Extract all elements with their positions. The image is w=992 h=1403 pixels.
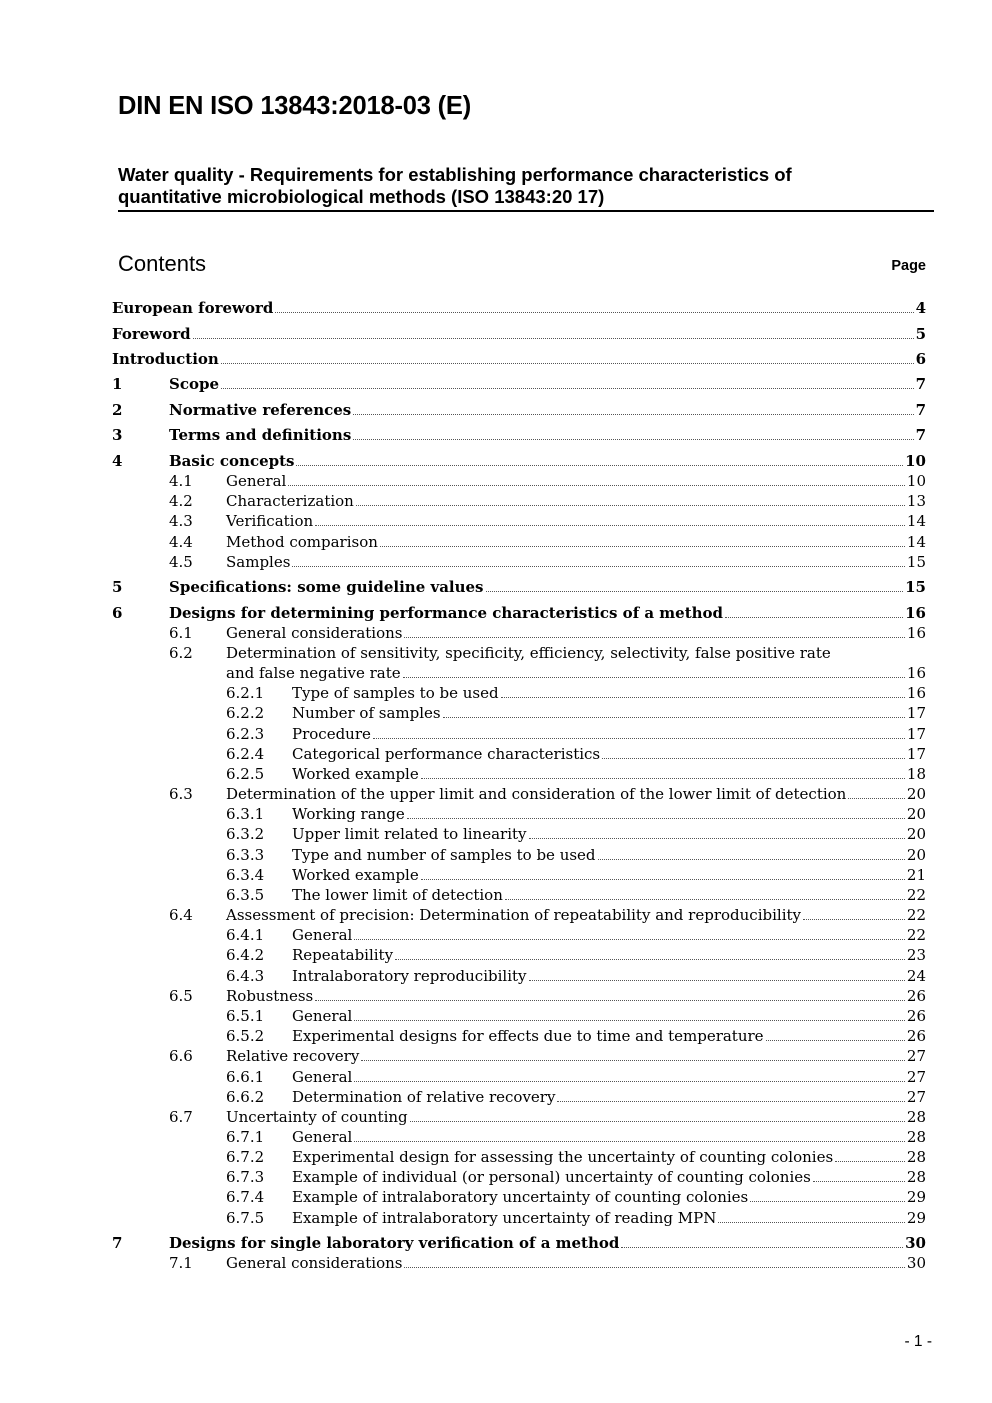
toc-entry-label: Working range bbox=[292, 805, 405, 823]
toc-entry-page: 7 bbox=[915, 426, 926, 444]
toc-leader-dots bbox=[529, 980, 905, 981]
toc-entry[interactable] bbox=[112, 1233, 926, 1253]
toc-entry-page: 27 bbox=[906, 1088, 926, 1106]
toc-entry-page: 14 bbox=[906, 533, 926, 551]
toc-leader-dots bbox=[813, 1181, 905, 1182]
toc-leader-dots bbox=[598, 859, 905, 860]
toc-entry-number: 4.1 bbox=[169, 472, 193, 490]
document-title bbox=[118, 164, 938, 208]
toc-entry[interactable] bbox=[112, 1107, 926, 1127]
toc-entry[interactable] bbox=[112, 885, 926, 905]
toc-entry-page: 16 bbox=[906, 664, 926, 682]
toc-entry-number: 6.7.5 bbox=[226, 1209, 265, 1227]
document-title-line-1: Water quality - Requirements for establishing performance characteristics of bbox=[118, 164, 792, 185]
toc-entry-label: Determination of relative recovery bbox=[292, 1088, 556, 1106]
toc-entry-number: 4.3 bbox=[169, 512, 193, 530]
toc-entry[interactable] bbox=[112, 1046, 926, 1066]
toc-entry-number: 6.4 bbox=[169, 906, 193, 924]
toc-leader-dots bbox=[275, 312, 913, 313]
toc-entry-label: Introduction bbox=[112, 350, 219, 368]
toc-entry[interactable] bbox=[112, 1026, 926, 1046]
toc-entry-number: 6.3.5 bbox=[226, 886, 265, 904]
toc-entry-label: Example of individual (or personal) uncertainty of counting colonies bbox=[292, 1168, 811, 1186]
toc-leader-dots bbox=[501, 697, 905, 698]
toc-leader-dots bbox=[557, 1101, 904, 1102]
toc-entry-label: Intralaboratory reproducibility bbox=[292, 967, 527, 985]
toc-entry-label: General bbox=[292, 926, 353, 944]
toc-entry-page: 22 bbox=[906, 886, 926, 904]
toc-entry-page: 28 bbox=[906, 1108, 926, 1126]
toc-leader-dots bbox=[292, 566, 904, 567]
toc-entry-page: 23 bbox=[906, 946, 926, 964]
toc-entry-label: Characterization bbox=[226, 492, 354, 510]
toc-entry-number: 6.6 bbox=[169, 1047, 193, 1065]
toc-entry-label: Example of intralaboratory uncertainty of counting colonies bbox=[292, 1188, 749, 1206]
toc-entry-page: 28 bbox=[906, 1168, 926, 1186]
toc-entry[interactable] bbox=[112, 865, 926, 885]
toc-entry-label: Basic concepts bbox=[169, 452, 295, 470]
toc-entry[interactable] bbox=[112, 845, 926, 865]
toc-entry-label: The lower limit of detection bbox=[292, 886, 503, 904]
toc-entry[interactable] bbox=[112, 603, 926, 623]
toc-leader-dots bbox=[750, 1201, 905, 1202]
toc-entry-page: 15 bbox=[906, 553, 926, 571]
toc-leader-dots bbox=[221, 363, 914, 364]
toc-entry[interactable] bbox=[112, 349, 926, 369]
toc-entry[interactable] bbox=[112, 1253, 926, 1273]
toc-leader-dots bbox=[315, 1000, 905, 1001]
toc-entry-page: 26 bbox=[906, 987, 926, 1005]
toc-entry-number: 7 bbox=[112, 1234, 123, 1252]
toc-entry[interactable] bbox=[112, 945, 926, 965]
toc-entry-page: 20 bbox=[906, 805, 926, 823]
toc-entry-label: Specifications: some guideline values bbox=[169, 578, 484, 596]
toc-leader-dots bbox=[373, 738, 905, 739]
toc-entry[interactable] bbox=[112, 764, 926, 784]
toc-entry-page: 6 bbox=[915, 350, 926, 368]
toc-entry-number: 6.7.3 bbox=[226, 1168, 265, 1186]
toc-entry-page: 22 bbox=[906, 926, 926, 944]
title-rule bbox=[118, 210, 934, 212]
toc-entry-label: Procedure bbox=[292, 725, 371, 743]
toc-entry-number: 6 bbox=[112, 604, 123, 622]
toc-leader-dots bbox=[193, 338, 914, 339]
toc-entry[interactable] bbox=[112, 491, 926, 511]
toc-entry-label: General considerations bbox=[226, 1254, 403, 1272]
toc-entry-page: 16 bbox=[906, 624, 926, 642]
toc-entry-number: 6.1 bbox=[169, 624, 193, 642]
toc-entry[interactable] bbox=[112, 925, 926, 945]
toc-entry[interactable] bbox=[112, 451, 926, 471]
toc-leader-dots bbox=[421, 778, 905, 779]
toc-entry-number: 6.3.3 bbox=[226, 846, 265, 864]
toc-entry[interactable] bbox=[112, 577, 926, 597]
toc-entry-label: Assessment of precision: Determination of repeatability and reproducibility bbox=[226, 906, 801, 924]
toc-entry-number: 6.7.1 bbox=[226, 1128, 265, 1146]
toc-leader-dots bbox=[354, 1081, 905, 1082]
toc-leader-dots bbox=[407, 818, 905, 819]
toc-entry-page: 27 bbox=[906, 1047, 926, 1065]
toc-entry-label: General bbox=[292, 1068, 353, 1086]
toc-entry-page: 28 bbox=[906, 1128, 926, 1146]
toc-entry-page: 5 bbox=[915, 325, 926, 343]
toc-leader-dots bbox=[766, 1040, 905, 1041]
toc-entry-page: 20 bbox=[906, 785, 926, 803]
toc-entry-page: 7 bbox=[915, 375, 926, 393]
toc-entry[interactable] bbox=[112, 400, 926, 420]
toc-entry-label: Worked example bbox=[292, 765, 419, 783]
toc-leader-dots bbox=[725, 617, 903, 618]
toc-entry-number: 6.2.4 bbox=[226, 745, 265, 763]
toc-entry-label: Designs for determining performance characteristics of a method bbox=[169, 604, 724, 622]
toc-leader-dots bbox=[848, 798, 905, 799]
toc-entry-label: General bbox=[226, 472, 287, 490]
toc-entry-label: Upper limit related to linearity bbox=[292, 825, 527, 843]
toc-entry-number: 7.1 bbox=[169, 1254, 193, 1272]
toc-leader-dots bbox=[296, 465, 903, 466]
toc-entry[interactable] bbox=[112, 986, 926, 1006]
toc-entry-page: 7 bbox=[915, 401, 926, 419]
toc-entry-number: 6.5.2 bbox=[226, 1027, 265, 1045]
toc-entry-page: 26 bbox=[906, 1027, 926, 1045]
toc-entry-number: 6.2.5 bbox=[226, 765, 265, 783]
toc-entry-page: 10 bbox=[905, 452, 926, 470]
toc-entry[interactable] bbox=[112, 1067, 926, 1087]
toc-entry-page: 13 bbox=[906, 492, 926, 510]
toc-entry[interactable] bbox=[112, 905, 926, 925]
toc-entry-label: Relative recovery bbox=[226, 1047, 360, 1065]
toc-entry-number: 4.5 bbox=[169, 553, 193, 571]
toc-entry-number: 6.3.1 bbox=[226, 805, 265, 823]
toc-entry-page: 29 bbox=[906, 1209, 926, 1227]
toc-entry-page: 30 bbox=[905, 1234, 926, 1252]
toc-entry-number: 4.4 bbox=[169, 533, 193, 551]
toc-entry-number: 6.3.4 bbox=[226, 866, 265, 884]
toc-entry-label: Type and number of samples to be used bbox=[292, 846, 596, 864]
toc-entry-number: 6.6.2 bbox=[226, 1088, 265, 1106]
toc-entry-page: 29 bbox=[906, 1188, 926, 1206]
toc-entry-label: Method comparison bbox=[226, 533, 378, 551]
toc-entry[interactable] bbox=[112, 966, 926, 986]
toc-entry-number: 6.4.3 bbox=[226, 967, 265, 985]
toc-entry-label: Samples bbox=[226, 553, 291, 571]
toc-entry[interactable] bbox=[112, 552, 926, 572]
toc-entry-number: 2 bbox=[112, 401, 123, 419]
toc-entry[interactable] bbox=[112, 532, 926, 552]
toc-leader-dots bbox=[356, 505, 905, 506]
toc-entry-label: European foreword bbox=[112, 299, 274, 317]
page-column-heading: Page bbox=[891, 258, 926, 274]
toc-entry-page: 16 bbox=[906, 684, 926, 702]
toc-entry[interactable] bbox=[112, 511, 926, 531]
toc-entry[interactable] bbox=[112, 471, 926, 491]
toc-leader-dots bbox=[404, 637, 904, 638]
toc-leader-dots bbox=[602, 758, 905, 759]
toc-leader-dots bbox=[835, 1161, 905, 1162]
toc-leader-dots bbox=[354, 1020, 905, 1021]
toc-entry[interactable] bbox=[112, 1147, 926, 1167]
toc-entry[interactable] bbox=[112, 804, 926, 824]
toc-leader-dots bbox=[354, 1141, 905, 1142]
toc-entry-label: Scope bbox=[169, 375, 220, 393]
toc-entry-label: Type of samples to be used bbox=[292, 684, 499, 702]
toc-entry-page: 16 bbox=[905, 604, 926, 622]
toc-entry-number: 6.5.1 bbox=[226, 1007, 265, 1025]
toc-entry-label: Number of samples bbox=[292, 704, 441, 722]
toc-leader-dots bbox=[718, 1222, 905, 1223]
toc-entry[interactable] bbox=[112, 643, 926, 683]
contents-heading: Contents bbox=[118, 251, 207, 276]
toc-entry[interactable] bbox=[112, 623, 926, 643]
toc-entry-number: 6.2.2 bbox=[226, 704, 265, 722]
toc-entry-number: 6.3 bbox=[169, 785, 193, 803]
toc-entry-number: 6.2.1 bbox=[226, 684, 265, 702]
toc-entry[interactable] bbox=[112, 1208, 926, 1228]
toc-entry-label: Determination of sensitivity, specificity, efficiency, selectivity, false positive rate bbox=[226, 644, 831, 662]
toc-leader-dots bbox=[380, 546, 905, 547]
toc-leader-dots bbox=[315, 525, 905, 526]
toc-leader-dots bbox=[404, 1267, 904, 1268]
toc-entry-label: Example of intralaboratory uncertainty of reading MPN bbox=[292, 1209, 717, 1227]
toc-leader-dots bbox=[621, 1247, 903, 1248]
toc-entry-number: 6.4.2 bbox=[226, 946, 265, 964]
toc-entry-label: Determination of the upper limit and consideration of the lower limit of detection bbox=[226, 785, 847, 803]
toc-entry-page: 24 bbox=[906, 967, 926, 985]
toc-entry-number: 4.2 bbox=[169, 492, 193, 510]
toc-leader-dots bbox=[421, 879, 905, 880]
document-id: DIN EN ISO 13843:2018-03 (E) bbox=[118, 92, 471, 120]
toc-entry-label: General bbox=[292, 1007, 353, 1025]
document-title-line-2: quantitative microbiological methods (ISO 13843:20 17) bbox=[118, 186, 605, 207]
toc-entry[interactable] bbox=[112, 683, 926, 703]
toc-entry[interactable] bbox=[112, 784, 926, 804]
toc-entry-label: Terms and definitions bbox=[169, 426, 352, 444]
toc-entry-label: Normative references bbox=[169, 401, 352, 419]
toc-entry-label: Worked example bbox=[292, 866, 419, 884]
toc-entry-number: 6.7.2 bbox=[226, 1148, 265, 1166]
toc-entry[interactable] bbox=[112, 298, 926, 318]
toc-leader-dots bbox=[505, 899, 905, 900]
toc-entry-label: Foreword bbox=[112, 325, 191, 343]
toc-entry-page: 17 bbox=[906, 725, 926, 743]
toc-leader-dots bbox=[221, 388, 914, 389]
toc-entry-label: Designs for single laboratory verification of a method bbox=[169, 1234, 620, 1252]
toc-entry[interactable] bbox=[112, 1127, 926, 1147]
toc-entry[interactable] bbox=[112, 1087, 926, 1107]
toc-entry[interactable] bbox=[112, 425, 926, 445]
toc-entry-number: 6.7 bbox=[169, 1108, 193, 1126]
toc-entry-number: 6.4.1 bbox=[226, 926, 265, 944]
toc-entry[interactable] bbox=[112, 1167, 926, 1187]
toc-entry-page: 15 bbox=[905, 578, 926, 596]
toc-entry-number: 6.6.1 bbox=[226, 1068, 265, 1086]
toc-entry-label-continued: and false negative rate bbox=[226, 664, 401, 682]
toc-entry[interactable] bbox=[112, 824, 926, 844]
toc-entry[interactable] bbox=[112, 724, 926, 744]
toc-leader-dots bbox=[410, 1121, 905, 1122]
toc-entry[interactable] bbox=[112, 744, 926, 764]
toc-entry-number: 6.2 bbox=[169, 644, 193, 662]
toc-leader-dots bbox=[803, 919, 905, 920]
toc-entry-label: Experimental designs for effects due to time and temperature bbox=[292, 1027, 764, 1045]
toc-entry[interactable] bbox=[112, 703, 926, 723]
toc-leader-dots bbox=[354, 939, 905, 940]
toc-leader-dots bbox=[443, 717, 905, 718]
toc-entry[interactable] bbox=[112, 374, 926, 394]
toc-entry-page: 22 bbox=[906, 906, 926, 924]
toc-entry[interactable] bbox=[112, 1187, 926, 1207]
toc-entry-number: 4 bbox=[112, 452, 123, 470]
toc-entry-page: 18 bbox=[906, 765, 926, 783]
toc-entry-label: Verification bbox=[226, 512, 314, 530]
toc-leader-dots bbox=[529, 838, 905, 839]
toc-leader-dots bbox=[361, 1060, 905, 1061]
page-number: - 1 - bbox=[904, 1333, 932, 1350]
toc-entry-number: 3 bbox=[112, 426, 123, 444]
toc-entry-label: Categorical performance characteristics bbox=[292, 745, 601, 763]
toc-entry-number: 6.7.4 bbox=[226, 1188, 265, 1206]
toc-entry-page: 17 bbox=[906, 704, 926, 722]
toc-entry-number: 6.5 bbox=[169, 987, 193, 1005]
toc-entry-label: General considerations bbox=[226, 624, 403, 642]
toc-entry-page: 26 bbox=[906, 1007, 926, 1025]
toc-entry-page: 20 bbox=[906, 846, 926, 864]
toc-entry-label: Repeatability bbox=[292, 946, 394, 964]
toc-leader-dots bbox=[395, 959, 905, 960]
toc-entry-page: 10 bbox=[906, 472, 926, 490]
toc-entry-page: 27 bbox=[906, 1068, 926, 1086]
toc-leader-dots bbox=[353, 414, 913, 415]
toc-entry-page: 17 bbox=[906, 745, 926, 763]
toc-entry[interactable] bbox=[112, 1006, 926, 1026]
toc-entry-page: 28 bbox=[906, 1148, 926, 1166]
toc-entry-page: 14 bbox=[906, 512, 926, 530]
toc-entry-number: 1 bbox=[112, 375, 123, 393]
toc-leader-dots bbox=[288, 485, 905, 486]
toc-entry-number: 6.2.3 bbox=[226, 725, 265, 743]
toc-leader-dots bbox=[353, 439, 913, 440]
toc-entry-number: 5 bbox=[112, 578, 123, 596]
toc-entry-label: Robustness bbox=[226, 987, 314, 1005]
toc-entry-page: 30 bbox=[906, 1254, 926, 1272]
toc-entry-label: Uncertainty of counting bbox=[226, 1108, 408, 1126]
toc-entry-label: General bbox=[292, 1128, 353, 1146]
toc-entry-number: 6.3.2 bbox=[226, 825, 265, 843]
toc-entry-page: 21 bbox=[906, 866, 926, 884]
toc-entry[interactable] bbox=[112, 324, 926, 344]
toc-leader-dots bbox=[486, 591, 904, 592]
toc-entry-page: 20 bbox=[906, 825, 926, 843]
toc-entry-page: 4 bbox=[915, 299, 926, 317]
toc-leader-dots bbox=[403, 677, 905, 678]
toc-entry-label: Experimental design for assessing the uncertainty of counting colonies bbox=[292, 1148, 834, 1166]
